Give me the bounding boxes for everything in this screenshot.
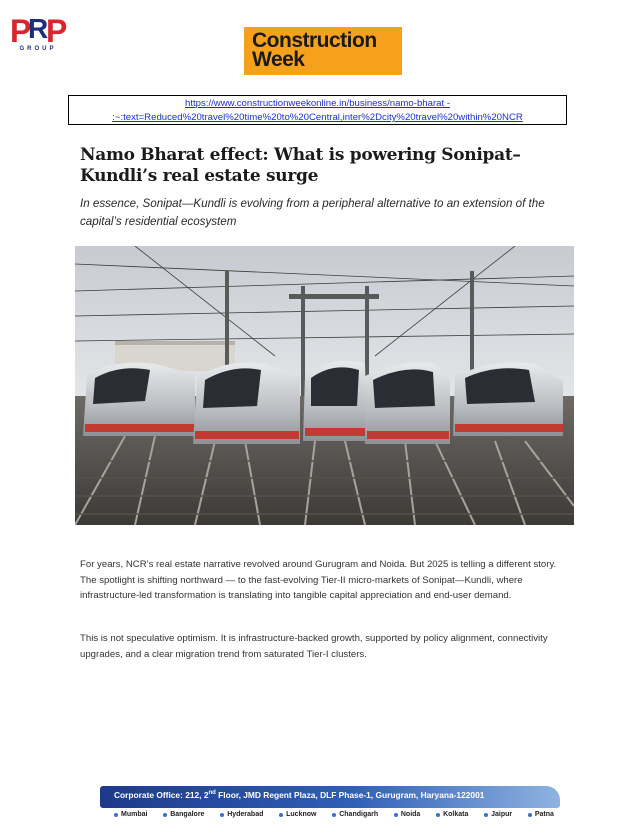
bullet-icon [114, 813, 118, 817]
source-url-link-line-2[interactable]: :~:text=Reduced%20travel%20time%20to%20Central,inter%2Dcity%20travel%20within%20NCR [112, 112, 523, 123]
city-item: Jaipur [484, 811, 512, 818]
corporate-office-banner [100, 786, 560, 808]
office-cities-list [114, 811, 554, 818]
svg-text:P: P [10, 13, 32, 48]
bullet-icon [484, 813, 488, 817]
bullet-icon [436, 813, 440, 817]
article-subheadline: In essence, Sonipat—Kundli is evolving from a peripheral alternative to an extension of the capital’s residential ecosystem [80, 197, 545, 228]
city-item: Bangalore [163, 811, 204, 818]
svg-text:R: R [28, 13, 49, 44]
corporate-office-text: Corporate Office: 212, 2nd Floor, JMD Regent Plaza, DLF Phase-1, Gurugram, Haryana-122001 [114, 790, 485, 800]
article-paragraph-2: This is not speculative optimism. It is infrastructure-backed growth, supported by policy alignment, connectivity upgrades, and a clear migration trend from saturated Tier-I clusters. [80, 633, 548, 660]
logo-line-1: Construction [252, 29, 377, 52]
construction-week-logo [244, 27, 402, 75]
city-item: Lucknow [279, 811, 316, 818]
city-item: Hyderabad [220, 811, 263, 818]
bullet-icon [332, 813, 336, 817]
bullet-icon [279, 813, 283, 817]
city-item: Noida [394, 811, 420, 818]
bullet-icon [163, 813, 167, 817]
source-url-box [68, 95, 567, 125]
svg-text:P: P [46, 13, 68, 48]
city-item: Chandigarh [332, 811, 378, 818]
bullet-icon [528, 813, 532, 817]
bullet-icon [220, 813, 224, 817]
bullet-icon [394, 813, 398, 817]
logo-line-2: Week [252, 48, 305, 71]
city-item: Patna [528, 811, 554, 818]
city-item: Mumbai [114, 811, 147, 818]
article-headline: Namo Bharat effect: What is powering Sonipat–Kundli’s real estate surge [80, 145, 521, 186]
source-url-link-line-1[interactable]: https://www.constructionweekonline.in/business/namo-bharat - [184, 98, 451, 109]
city-item: Kolkata [436, 811, 468, 818]
prp-group-label: GROUP [19, 46, 57, 52]
article-paragraph-1: For years, NCR’s real estate narrative revolved around Gurugram and Noida. But 2025 is telling a different story. The spotlight is shifting northward — to the fast-evolving Tier-II micro-markets of Sonipat—Kundli, where infrastructure-led transformation is translating into tangible capital appreciation and end-user demand. [80, 559, 557, 601]
namo-bharat-trains-photo [75, 246, 574, 525]
